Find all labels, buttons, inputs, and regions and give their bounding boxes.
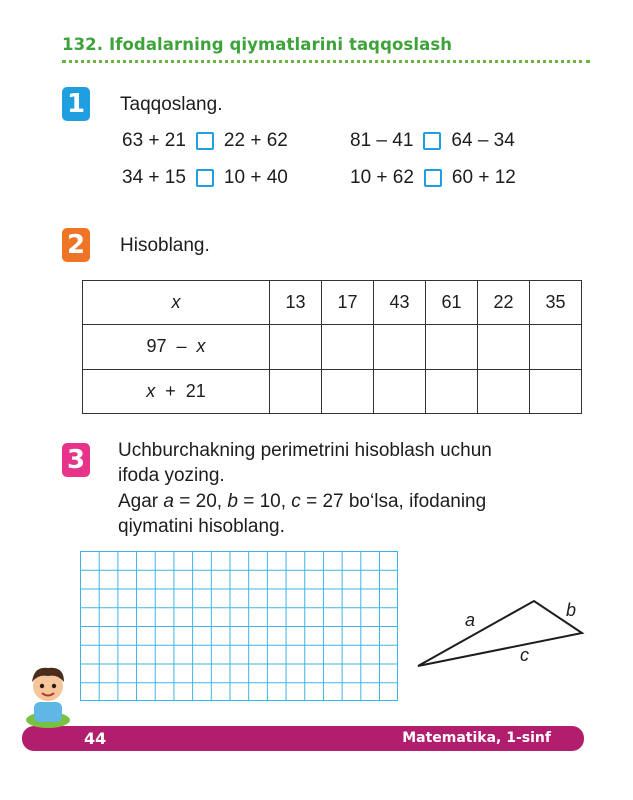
value-a: = 20, <box>179 491 223 512</box>
var-c: c <box>291 491 301 512</box>
expr-operator: + <box>165 380 176 401</box>
x-value-cell: 35 <box>530 281 582 325</box>
task-2-badge: 2 <box>62 228 90 262</box>
x-value-cell: 43 <box>374 281 426 325</box>
table-row <box>83 369 582 413</box>
answer-cell[interactable] <box>426 369 478 413</box>
expr-number: 21 <box>185 380 206 401</box>
answer-box[interactable] <box>196 132 214 150</box>
task-3-badge: 3 <box>62 443 90 477</box>
boy-illustration-icon <box>20 662 76 728</box>
expr-variable: x <box>146 380 156 401</box>
answer-box[interactable] <box>196 169 214 187</box>
answer-cell[interactable] <box>270 369 322 413</box>
task-2-instruction: Hisoblang. <box>120 235 210 256</box>
comparison-2 <box>350 130 515 152</box>
triangle-label-b: b <box>566 600 577 620</box>
comparison-1 <box>122 130 288 152</box>
page-number: 44 <box>84 729 107 748</box>
table-row <box>83 281 582 325</box>
answer-cell[interactable] <box>374 369 426 413</box>
title-divider <box>62 60 590 63</box>
answer-box[interactable] <box>423 132 441 150</box>
x-value-cell: 13 <box>270 281 322 325</box>
book-title: Matematika, 1-sinf <box>402 730 551 746</box>
task-3-line-2: ifoda yozing. <box>118 465 225 486</box>
answer-cell[interactable] <box>374 325 426 369</box>
comparison-left: 34 + 15 <box>122 167 186 188</box>
triangle-label-a: a <box>465 610 476 630</box>
x-value-cell: 22 <box>478 281 530 325</box>
task-1-instruction: Taqqoslang. <box>120 94 223 115</box>
answer-cell[interactable] <box>270 325 322 369</box>
answer-cell[interactable] <box>478 325 530 369</box>
answer-cell[interactable] <box>478 369 530 413</box>
comparison-right: 22 + 62 <box>223 130 288 151</box>
answer-cell[interactable] <box>322 369 374 413</box>
agar-word: Agar <box>118 491 159 512</box>
task-3-line-3 <box>118 489 486 514</box>
answer-cell[interactable] <box>530 369 582 413</box>
answer-grid[interactable] <box>80 551 398 701</box>
answer-cell[interactable] <box>426 325 478 369</box>
answer-cell[interactable] <box>530 325 582 369</box>
triangle-figure <box>410 592 590 672</box>
var-b: b <box>227 491 238 512</box>
comparison-3 <box>122 167 288 189</box>
x-header-cell: x <box>83 281 270 325</box>
answer-box[interactable] <box>424 169 442 187</box>
comparison-right: 64 – 34 <box>451 130 515 151</box>
comparison-4 <box>350 167 516 189</box>
expr-variable: x <box>196 336 206 357</box>
x-value-cell: 61 <box>426 281 478 325</box>
var-a: a <box>163 491 174 512</box>
expr-number: 97 <box>146 336 167 357</box>
expression-cell-97-minus-x <box>83 325 270 369</box>
comparison-right: 10 + 40 <box>223 167 288 188</box>
task-3-line-4: qiymatini hisoblang. <box>118 516 285 537</box>
answer-cell[interactable] <box>322 325 374 369</box>
value-b: = 10, <box>243 491 287 512</box>
task-3-line-1: Uchburchakning perimetrini hisoblash uchun <box>118 440 492 461</box>
value-c: = 27 bo‘lsa, ifodaning <box>306 491 487 512</box>
comparison-left: 10 + 62 <box>350 167 414 188</box>
task-1-badge: 1 <box>62 87 90 121</box>
comparison-right: 60 + 12 <box>451 167 516 188</box>
expression-cell-x-plus-21 <box>83 369 270 413</box>
table-row <box>83 325 582 369</box>
comparison-left: 63 + 21 <box>122 130 186 151</box>
comparison-left: 81 – 41 <box>350 130 414 151</box>
expr-operator: – <box>176 336 187 357</box>
x-value-cell: 17 <box>322 281 374 325</box>
triangle-label-c: c <box>520 645 529 665</box>
page-title: 132. Ifodalarning qiymatlarini taqqoslash <box>62 35 453 54</box>
calculation-table <box>82 280 582 414</box>
triangle-shape <box>418 601 582 666</box>
